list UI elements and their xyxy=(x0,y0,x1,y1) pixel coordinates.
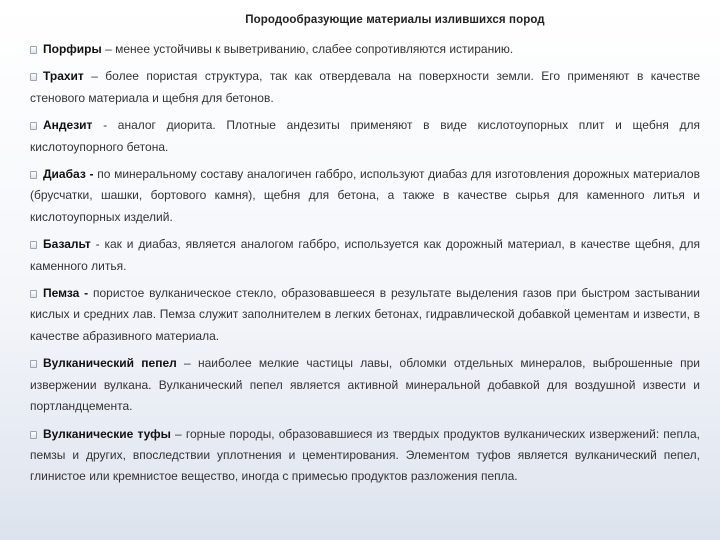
item-term: Вулканический пепел xyxy=(43,356,177,371)
list-item-trachyte xyxy=(30,66,700,109)
item-term: Вулканические туфы xyxy=(43,426,171,441)
bullet-icon xyxy=(30,290,37,298)
list-item-porphyry xyxy=(30,39,700,60)
list-item-pumice xyxy=(30,283,700,347)
list-item-diabase xyxy=(30,164,700,228)
item-text: – менее устойчивы к выветриванию, слабее сопротивляются истиранию. xyxy=(101,42,514,56)
list-item-andesite xyxy=(30,115,700,158)
item-text: – более пористая структура, так как отвердевала на поверхности земли. Его применяют в качестве стенового материала и щебня для бетонов. xyxy=(30,69,700,105)
bullet-icon xyxy=(30,431,37,439)
list-item-volcanic-tuff xyxy=(30,424,700,488)
bullet-icon xyxy=(30,122,37,130)
item-text: – наиболее мелкие частицы лавы, обломки отдельных минералов, выброшенные при извержении вулкана. Вулканический пепел является активной минеральной добавкой для воздушной извести и портландцемента. xyxy=(30,356,701,414)
slide-title: Породообразующие материалы излившихся пород xyxy=(245,14,545,26)
item-term: Диабаз - xyxy=(43,167,94,182)
item-text: – горные породы, образовавшиеся из твердых продуктов вулканических извержений: пепла, пемзы и других, впоследствии уплотнения и цементирования. Элементом туфов является вулканический пепел, глинистое или кремнистое вещество, иногда с примесью продуктов разложения пепла. xyxy=(30,426,700,484)
list-item-basalt xyxy=(30,234,700,277)
bullet-icon xyxy=(30,73,37,81)
item-term: Базальт xyxy=(43,237,91,252)
items-list xyxy=(30,39,700,488)
item-text: - как и диабаз, является аналогом габбро, используется как дорожный материал, в качестве щебня, для каменного литья. xyxy=(30,237,700,273)
item-text: по минеральному составу аналогичен габбро, используют диабаз для изготовления дорожных материалов (брусчатки, шашки, бортового камня), щебня для бетона, а также в качестве сырья для каменного литья и кислотоупорных изделий. xyxy=(30,167,700,224)
item-text: пористое вулканическое стекло, образовавшееся в результате выделения газов при быстром застывании кислых и средних лав. Пемза служит заполнителем в легких бетонах, гидравлической добавкой цементам и извести, в качестве абразивного материала. xyxy=(30,286,700,343)
bullet-icon xyxy=(30,360,37,368)
bullet-icon xyxy=(30,241,37,249)
item-text: - аналог диорита. Плотные андезиты применяют в виде кислотоупорных плит и щебня для кислотоупорного бетона. xyxy=(30,118,700,154)
item-term: Андезит xyxy=(43,118,93,133)
item-term: Трахит xyxy=(43,69,84,84)
item-term: Порфиры xyxy=(43,42,102,56)
bullet-icon xyxy=(30,171,37,179)
list-item-volcanic-ash xyxy=(30,353,700,417)
item-term: Пемза - xyxy=(43,286,89,301)
bullet-icon xyxy=(30,46,37,54)
